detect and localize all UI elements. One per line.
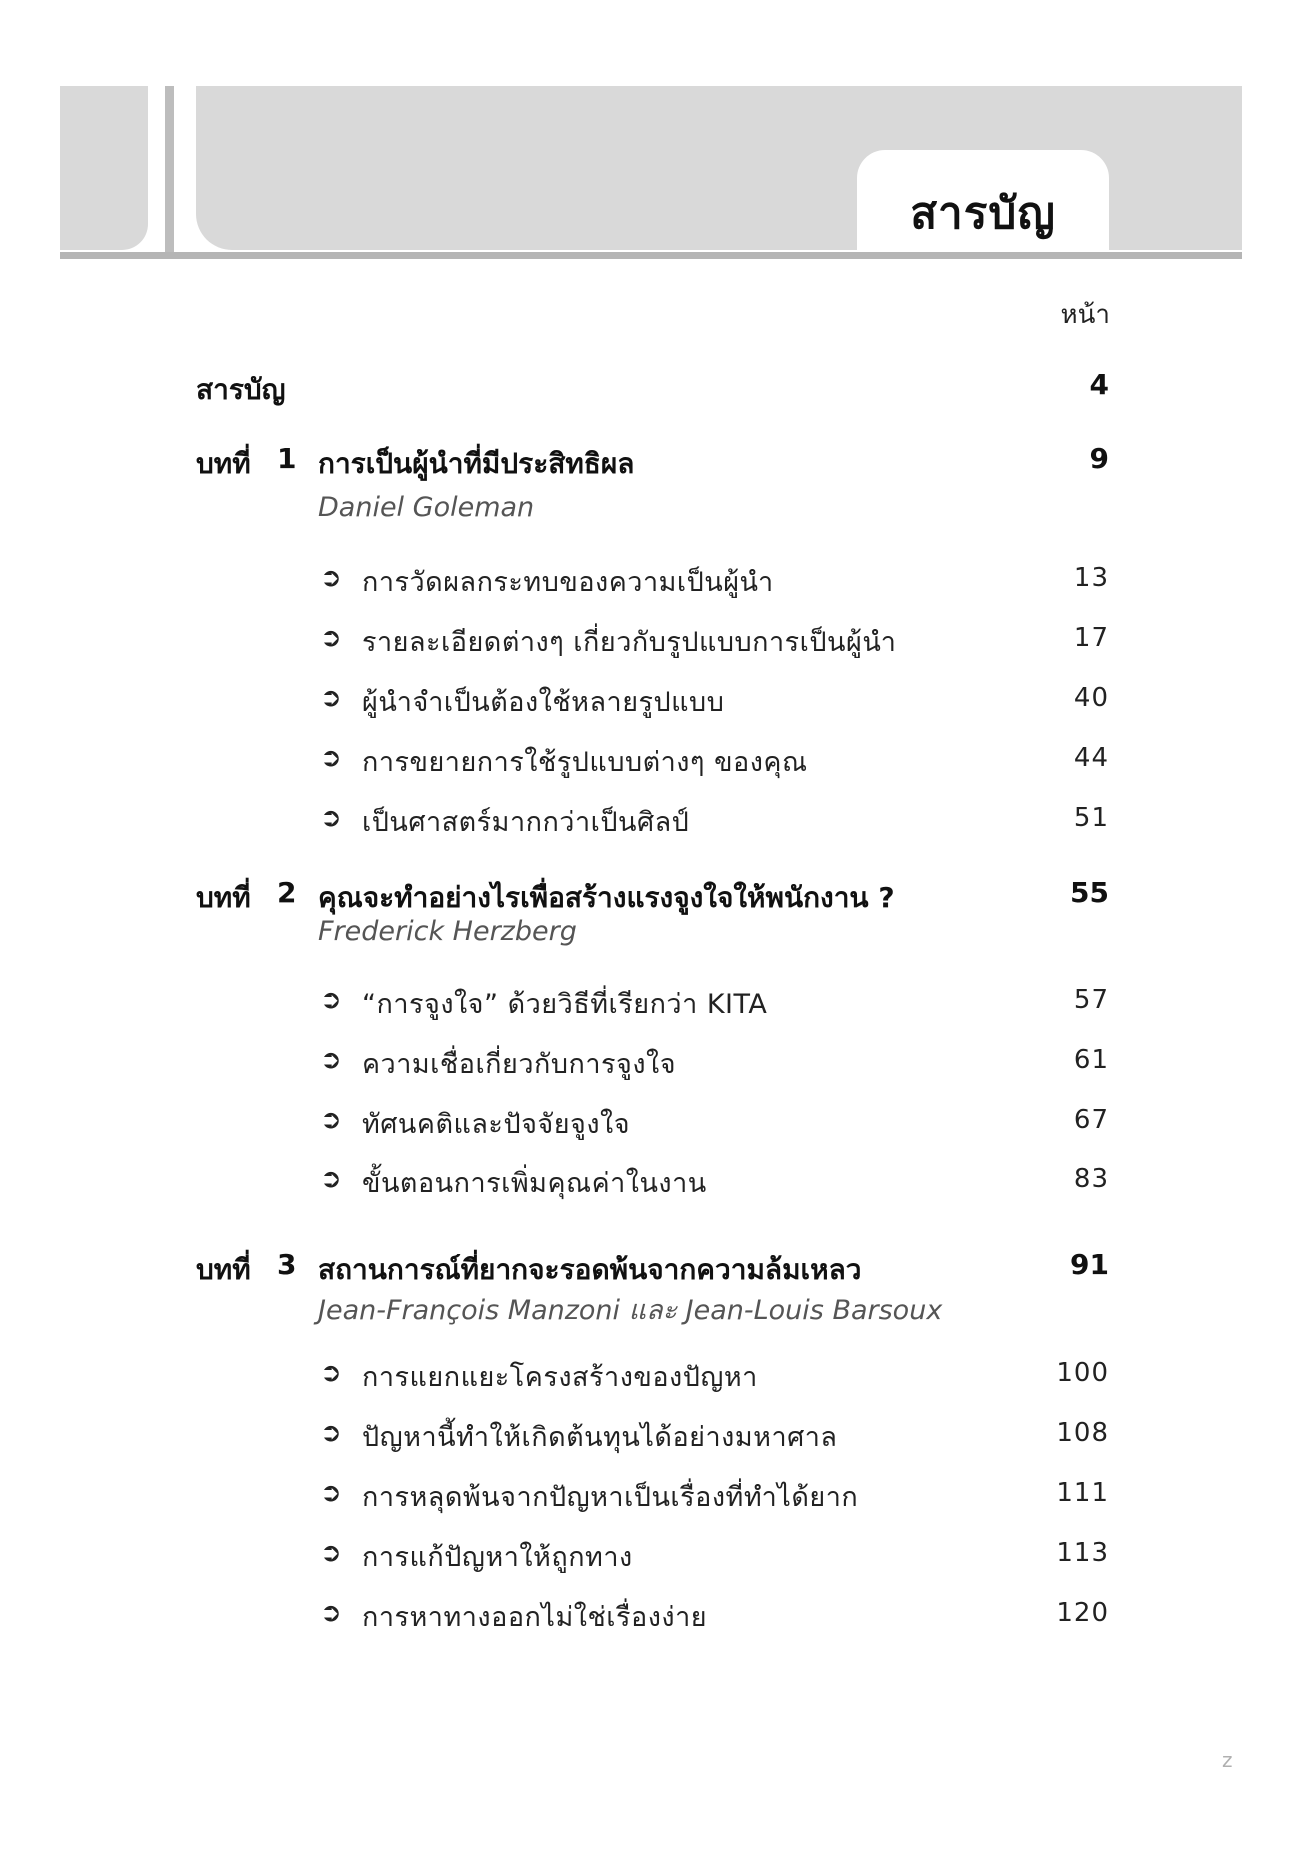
chapter-label: บทที่	[196, 447, 251, 480]
section-title: ทัศนคติและปัจจัยจูงใจ	[362, 1109, 631, 1140]
bullet-arrow-icon: ➲	[320, 1598, 342, 1628]
section-page: 61	[1073, 1045, 1109, 1075]
section-title: รายละเอียดต่างๆ เกี่ยวกับรูปแบบการเป็นผู้นำ	[362, 627, 897, 658]
bullet-arrow-icon: ➲	[320, 743, 342, 773]
header-band-bar	[165, 86, 174, 256]
page-title: สารบัญ	[910, 188, 1056, 239]
section-title: “การจูงใจ” ด้วยวิธีที่เรียกว่า KITA	[362, 989, 768, 1020]
section-page: 57	[1073, 985, 1109, 1015]
section-page: 17	[1073, 623, 1109, 653]
bullet-arrow-icon: ➲	[320, 623, 342, 653]
section-title: ผู้นำจำเป็นต้องใช้หลายรูปแบบ	[362, 687, 725, 718]
header-rule	[60, 252, 1242, 259]
chapter-label: บทที่	[196, 881, 251, 914]
header-band	[0, 0, 1305, 270]
section-page: 51	[1073, 803, 1109, 833]
header-band-left	[60, 86, 148, 250]
bullet-arrow-icon: ➲	[320, 1045, 342, 1075]
page-column-label: หน้า	[1060, 300, 1110, 330]
chapter-title: การเป็นผู้นำที่มีประสิทธิผล	[318, 447, 635, 480]
bullet-arrow-icon: ➲	[320, 1538, 342, 1568]
bullet-arrow-icon: ➲	[320, 1358, 342, 1388]
section-page: 100	[1056, 1358, 1109, 1388]
bullet-arrow-icon: ➲	[320, 683, 342, 713]
section-title: การหลุดพ้นจากปัญหาเป็นเรื่องที่ทำได้ยาก	[362, 1482, 859, 1513]
chapter-number: 3	[277, 1248, 297, 1281]
bullet-arrow-icon: ➲	[320, 985, 342, 1015]
toc-intro-label: สารบัญ	[196, 373, 286, 406]
section-title: การแก้ปัญหาให้ถูกทาง	[362, 1542, 633, 1573]
chapter-author: Daniel Goleman	[318, 492, 535, 523]
section-page: 13	[1073, 563, 1109, 593]
section-title: เป็นศาสตร์มากกว่าเป็นศิลป์	[362, 807, 690, 838]
section-page: 113	[1056, 1538, 1109, 1568]
bullet-arrow-icon: ➲	[320, 563, 342, 593]
toc-intro-page: 4	[1089, 368, 1109, 401]
chapter-author: Jean-François Manzoni และ Jean-Louis Barsoux	[318, 1295, 943, 1326]
bullet-arrow-icon: ➲	[320, 1418, 342, 1448]
chapter-page: 9	[1089, 442, 1109, 475]
chapter-title: คุณจะทำอย่างไรเพื่อสร้างแรงจูงใจให้พนักงาน ?	[318, 881, 895, 914]
chapter-number: 1	[277, 442, 297, 475]
bullet-arrow-icon: ➲	[320, 1478, 342, 1508]
section-title: การวัดผลกระทบของความเป็นผู้นำ	[362, 567, 774, 598]
section-title: ปัญหานี้ทำให้เกิดต้นทุนได้อย่างมหาศาล	[362, 1422, 838, 1453]
section-page: 111	[1056, 1478, 1109, 1508]
section-page: 67	[1073, 1105, 1109, 1135]
chapter-author: Frederick Herzberg	[318, 916, 577, 947]
section-title: การแยกแยะโครงสร้างของปัญหา	[362, 1362, 758, 1393]
chapter-title: สถานการณ์ที่ยากจะรอดพ้นจากความล้มเหลว	[318, 1253, 862, 1286]
page-folio: z	[1222, 1748, 1233, 1772]
chapter-page: 91	[1070, 1248, 1109, 1281]
section-title: การหาทางออกไม่ใช่เรื่องง่าย	[362, 1602, 708, 1633]
bullet-arrow-icon: ➲	[320, 1105, 342, 1135]
section-title: ความเชื่อเกี่ยวกับการจูงใจ	[362, 1049, 677, 1080]
section-page: 83	[1073, 1164, 1109, 1194]
section-page: 120	[1056, 1598, 1109, 1628]
chapter-label: บทที่	[196, 1253, 251, 1286]
chapter-number: 2	[277, 876, 297, 909]
section-page: 44	[1073, 743, 1109, 773]
bullet-arrow-icon: ➲	[320, 803, 342, 833]
section-title: การขยายการใช้รูปแบบต่างๆ ของคุณ	[362, 747, 808, 778]
bullet-arrow-icon: ➲	[320, 1164, 342, 1194]
section-page: 108	[1056, 1418, 1109, 1448]
chapter-page: 55	[1070, 876, 1109, 909]
section-title: ขั้นตอนการเพิ่มคุณค่าในงาน	[362, 1168, 707, 1199]
section-page: 40	[1073, 683, 1109, 713]
